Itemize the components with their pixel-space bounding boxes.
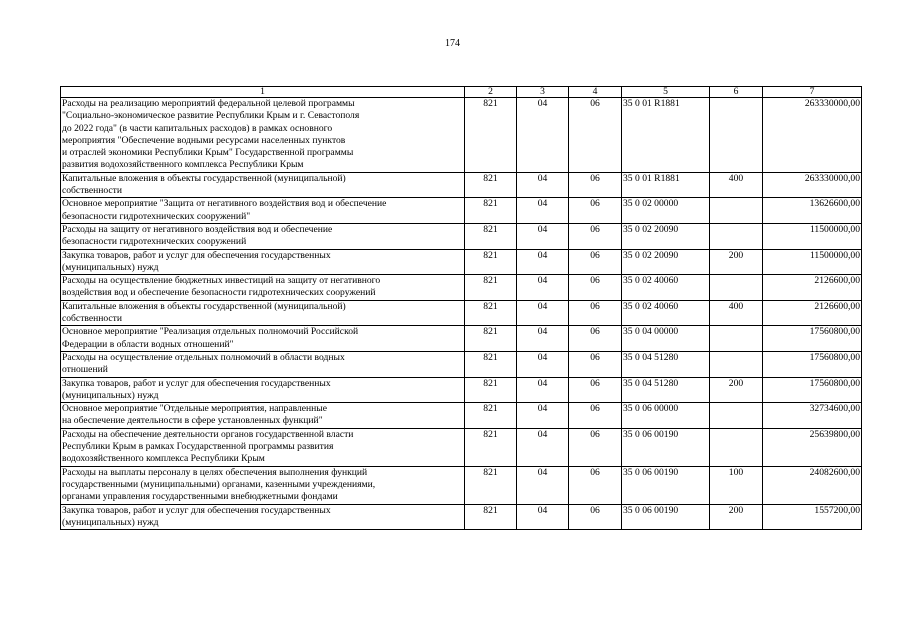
row-ministry-code-cell: 821 xyxy=(465,466,517,504)
row-expense-type-cell: 200 xyxy=(710,249,763,275)
row-section-cell: 04 xyxy=(517,198,569,224)
row-subsection-cell: 06 xyxy=(569,249,622,275)
row-subsection-cell: 06 xyxy=(569,223,622,249)
row-subsection-cell: 06 xyxy=(569,98,622,173)
table-row xyxy=(61,249,862,275)
row-target-article-cell: 35 0 02 20090 xyxy=(622,249,710,275)
row-ministry-code-cell: 821 xyxy=(465,428,517,466)
row-expense-type-cell xyxy=(710,198,763,224)
row-amount-cell: 32734600,00 xyxy=(763,403,862,429)
row-subsection-cell: 06 xyxy=(569,504,622,530)
table-row xyxy=(61,223,862,249)
row-name-cell: Капитальные вложения в объекты государственной (муниципальной) собственности xyxy=(61,172,465,198)
row-target-article-cell: 35 0 02 20090 xyxy=(622,223,710,249)
row-target-article-cell: 35 0 02 00000 xyxy=(622,198,710,224)
table-row xyxy=(61,377,862,403)
row-target-article-cell: 35 0 06 00190 xyxy=(622,466,710,504)
row-ministry-code-cell: 821 xyxy=(465,504,517,530)
row-section-cell: 04 xyxy=(517,223,569,249)
row-section-cell: 04 xyxy=(517,172,569,198)
row-name-cell: Капитальные вложения в объекты государственной (муниципальной) собственности xyxy=(61,300,465,326)
row-ministry-code-cell: 821 xyxy=(465,249,517,275)
row-amount-cell: 24082600,00 xyxy=(763,466,862,504)
row-amount-cell: 11500000,00 xyxy=(763,249,862,275)
row-subsection-cell: 06 xyxy=(569,466,622,504)
table-row xyxy=(61,403,862,429)
row-name-cell: Расходы на защиту от негативного воздействия вод и обеспечение безопасности гидротехнических сооружений xyxy=(61,223,465,249)
row-subsection-cell: 06 xyxy=(569,351,622,377)
row-name-cell: Основное мероприятие "Защита от негативного воздействия вод и обеспечение безопасности гидротехнических сооружений" xyxy=(61,198,465,224)
table-body xyxy=(61,98,862,530)
row-name-cell: Расходы на выплаты персоналу в целях обеспечения выполнения функций государственными (муниципальными) органами, казенными учреждениями, органами управления государственными внебюджетными фондами xyxy=(61,466,465,504)
row-name-cell: Закупка товаров, работ и услуг для обеспечения государственных (муниципальных) нужд xyxy=(61,377,465,403)
row-expense-type-cell xyxy=(710,275,763,301)
budget-table xyxy=(60,86,862,530)
row-expense-type-cell xyxy=(710,98,763,173)
table-row xyxy=(61,351,862,377)
row-name-cell: Основное мероприятие "Отдельные мероприятия, направленные на обеспечение деятельности в сфере установленных функций" xyxy=(61,403,465,429)
row-amount-cell: 2126600,00 xyxy=(763,275,862,301)
row-target-article-cell: 35 0 04 51280 xyxy=(622,377,710,403)
table-row xyxy=(61,466,862,504)
row-ministry-code-cell: 821 xyxy=(465,275,517,301)
header-cell: 2 xyxy=(465,87,517,98)
row-subsection-cell: 06 xyxy=(569,275,622,301)
row-amount-cell: 13626600,00 xyxy=(763,198,862,224)
row-expense-type-cell xyxy=(710,326,763,352)
row-target-article-cell: 35 0 06 00190 xyxy=(622,504,710,530)
row-section-cell: 04 xyxy=(517,275,569,301)
row-ministry-code-cell: 821 xyxy=(465,377,517,403)
row-section-cell: 04 xyxy=(517,504,569,530)
row-name-cell: Основное мероприятие "Реализация отдельных полномочий Российской Федерации в области водных отношений" xyxy=(61,326,465,352)
row-ministry-code-cell: 821 xyxy=(465,403,517,429)
row-ministry-code-cell: 821 xyxy=(465,172,517,198)
row-ministry-code-cell: 821 xyxy=(465,326,517,352)
row-section-cell: 04 xyxy=(517,428,569,466)
row-subsection-cell: 06 xyxy=(569,198,622,224)
row-subsection-cell: 06 xyxy=(569,377,622,403)
row-expense-type-cell: 400 xyxy=(710,300,763,326)
row-target-article-cell: 35 0 01 R1881 xyxy=(622,98,710,173)
row-target-article-cell: 35 0 01 R1881 xyxy=(622,172,710,198)
row-target-article-cell: 35 0 04 00000 xyxy=(622,326,710,352)
row-section-cell: 04 xyxy=(517,98,569,173)
row-subsection-cell: 06 xyxy=(569,172,622,198)
table-row xyxy=(61,504,862,530)
row-subsection-cell: 06 xyxy=(569,403,622,429)
row-expense-type-cell xyxy=(710,351,763,377)
row-section-cell: 04 xyxy=(517,377,569,403)
table-row xyxy=(61,300,862,326)
row-name-cell: Расходы на осуществление бюджетных инвестиций на защиту от негативного воздействия вод и обеспечение безопасности гидротехнических сооружений xyxy=(61,275,465,301)
header-cell: 5 xyxy=(622,87,710,98)
row-ministry-code-cell: 821 xyxy=(465,300,517,326)
row-expense-type-cell: 200 xyxy=(710,504,763,530)
row-section-cell: 04 xyxy=(517,351,569,377)
row-section-cell: 04 xyxy=(517,249,569,275)
row-target-article-cell: 35 0 04 51280 xyxy=(622,351,710,377)
header-cell: 6 xyxy=(710,87,763,98)
row-amount-cell: 263330000,00 xyxy=(763,172,862,198)
row-ministry-code-cell: 821 xyxy=(465,98,517,173)
row-amount-cell: 25639800,00 xyxy=(763,428,862,466)
table-row xyxy=(61,326,862,352)
row-target-article-cell: 35 0 02 40060 xyxy=(622,275,710,301)
row-name-cell: Расходы на обеспечение деятельности органов государственной власти Республики Крым в рамках Государственной программы развития водохозяйственного комплекса Республики Крым xyxy=(61,428,465,466)
row-expense-type-cell xyxy=(710,428,763,466)
row-target-article-cell: 35 0 02 40060 xyxy=(622,300,710,326)
row-target-article-cell: 35 0 06 00000 xyxy=(622,403,710,429)
row-ministry-code-cell: 821 xyxy=(465,198,517,224)
row-amount-cell: 2126600,00 xyxy=(763,300,862,326)
table-row xyxy=(61,198,862,224)
table-row xyxy=(61,172,862,198)
row-section-cell: 04 xyxy=(517,326,569,352)
row-section-cell: 04 xyxy=(517,466,569,504)
row-name-cell: Закупка товаров, работ и услуг для обеспечения государственных (муниципальных) нужд xyxy=(61,249,465,275)
page-number: 174 xyxy=(445,38,460,49)
row-section-cell: 04 xyxy=(517,403,569,429)
row-ministry-code-cell: 821 xyxy=(465,223,517,249)
row-amount-cell: 17560800,00 xyxy=(763,351,862,377)
row-amount-cell: 263330000,00 xyxy=(763,98,862,173)
row-expense-type-cell xyxy=(710,403,763,429)
row-subsection-cell: 06 xyxy=(569,300,622,326)
row-amount-cell: 11500000,00 xyxy=(763,223,862,249)
row-subsection-cell: 06 xyxy=(569,428,622,466)
header-cell: 1 xyxy=(61,87,465,98)
row-ministry-code-cell: 821 xyxy=(465,351,517,377)
table-row xyxy=(61,275,862,301)
row-amount-cell: 17560800,00 xyxy=(763,326,862,352)
table-row xyxy=(61,98,862,173)
row-name-cell: Расходы на осуществление отдельных полномочий в области водных отношений xyxy=(61,351,465,377)
row-name-cell: Расходы на реализацию мероприятий федеральной целевой программы "Социально-экономическое развитие Республики Крым и г. Севастополя до 2022 года" (в части капитальных расходов) в рамках основного мероприятия "Обеспечение водными ресурсами населенных пунктов и отраслей экономики Республики Крым" Государственной программы развития водохозяйственного комплекса Республики Крым xyxy=(61,98,465,173)
row-expense-type-cell: 100 xyxy=(710,466,763,504)
row-name-cell: Закупка товаров, работ и услуг для обеспечения государственных (муниципальных) нужд xyxy=(61,504,465,530)
row-subsection-cell: 06 xyxy=(569,326,622,352)
row-section-cell: 04 xyxy=(517,300,569,326)
row-amount-cell: 17560800,00 xyxy=(763,377,862,403)
table-header-row xyxy=(61,87,862,98)
header-cell: 3 xyxy=(517,87,569,98)
header-cell: 7 xyxy=(763,87,862,98)
row-expense-type-cell: 200 xyxy=(710,377,763,403)
table-row xyxy=(61,428,862,466)
row-amount-cell: 1557200,00 xyxy=(763,504,862,530)
header-cell: 4 xyxy=(569,87,622,98)
row-target-article-cell: 35 0 06 00190 xyxy=(622,428,710,466)
row-expense-type-cell xyxy=(710,223,763,249)
row-expense-type-cell: 400 xyxy=(710,172,763,198)
